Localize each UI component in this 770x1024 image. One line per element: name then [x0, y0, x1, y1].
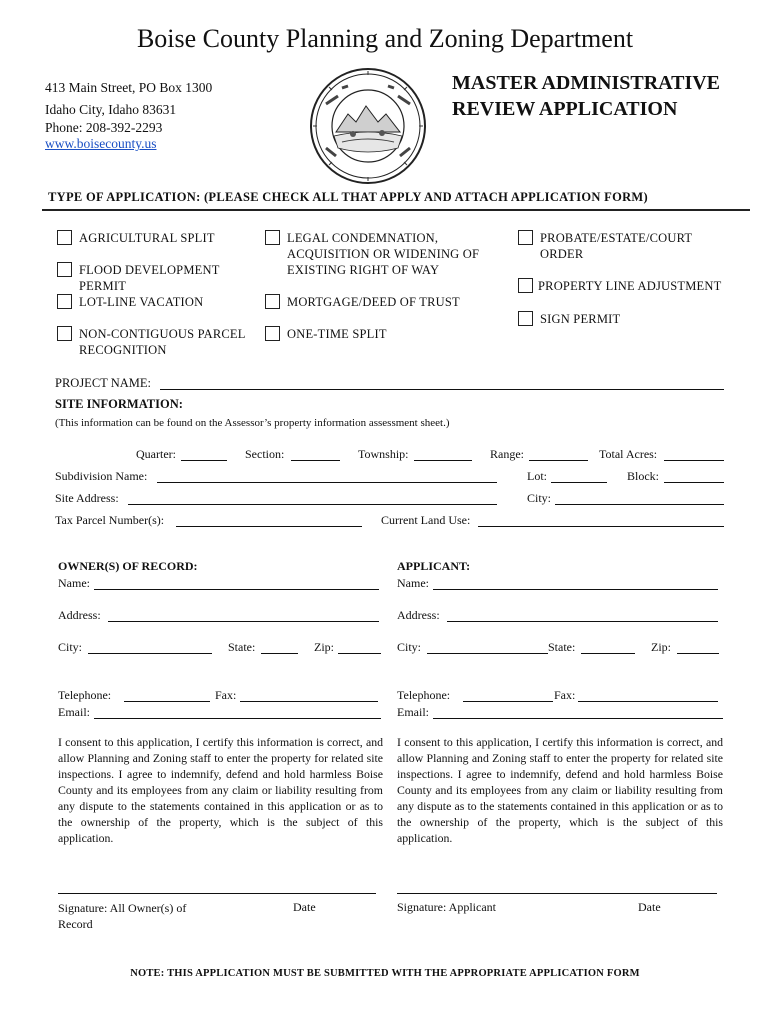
owner-address-label: Address:	[58, 608, 101, 622]
site-city-label: City:	[527, 491, 552, 505]
applicant-telephone-field[interactable]	[463, 688, 553, 702]
applicant-name-label: Name:	[397, 576, 429, 590]
website-link[interactable]: www.boisecounty.us	[45, 136, 157, 151]
applicant-city-field[interactable]	[427, 640, 548, 654]
range-field[interactable]	[529, 447, 588, 461]
block-field[interactable]	[664, 469, 724, 483]
applicant-email-field[interactable]	[433, 705, 723, 719]
owner-fax-label: Fax:	[215, 688, 237, 702]
applicant-name-field[interactable]	[433, 576, 718, 590]
owner-state-label: State:	[228, 640, 256, 654]
section-label: Section:	[245, 447, 285, 461]
lot-field[interactable]	[551, 469, 607, 483]
applicant-state-label: State:	[548, 640, 576, 654]
site-address-label: Site Address:	[55, 491, 119, 505]
legal-condemnation-checkbox[interactable]	[265, 230, 280, 245]
county-seal-icon	[308, 66, 428, 186]
applicant-city-label: City:	[397, 640, 422, 654]
block-label: Block:	[627, 469, 659, 483]
section-field[interactable]	[291, 447, 340, 461]
site-city-field[interactable]	[555, 491, 724, 505]
owner-email-field[interactable]	[94, 705, 381, 719]
owner-signature-label: Signature: All Owner(s) of Record	[58, 901, 187, 931]
applicant-signature-line[interactable]	[397, 880, 717, 894]
owner-state-field[interactable]	[261, 640, 298, 654]
form-title-line-2: REVIEW APPLICATION	[452, 98, 678, 120]
probate-checkbox[interactable]	[518, 230, 533, 245]
site-information-note: (This information can be found on the Assessor’s property information assessment sheet.)	[55, 417, 450, 429]
project-name-label: PROJECT NAME:	[55, 376, 151, 390]
lot-line-vacation-label: LOT-LINE VACATION	[79, 295, 204, 309]
owner-city-label: City:	[58, 640, 83, 654]
township-field[interactable]	[414, 447, 472, 461]
owner-consent-text: I consent to this application, I certify this information is correct, and allow Planning and Zoning staff to enter the property for related site inspections. I agree to indemnify, defend and hold harmless Boise County and its employees from any claim or liability resulting from any dispute to the statements contained in this application or as to the ownership of the property, which is the subject of this application.	[58, 735, 383, 845]
applicant-telephone-label: Telephone:	[397, 688, 451, 702]
township-label: Township:	[358, 447, 409, 461]
owner-fax-field[interactable]	[240, 688, 378, 702]
sign-permit-checkbox[interactable]	[518, 311, 533, 326]
lot-line-vacation-checkbox[interactable]	[57, 294, 72, 309]
current-land-use-label: Current Land Use:	[381, 513, 471, 527]
form-title-line-1: MASTER ADMINISTRATIVE	[452, 72, 721, 94]
agricultural-split-label: AGRICULTURAL SPLIT	[79, 231, 215, 245]
applicant-zip-field[interactable]	[677, 640, 719, 654]
lot-label: Lot:	[527, 469, 547, 483]
applicant-heading: APPLICANT:	[397, 559, 471, 573]
current-land-use-field[interactable]	[478, 513, 724, 527]
sign-permit-label: SIGN PERMIT	[540, 312, 621, 326]
mortgage-deed-checkbox[interactable]	[265, 294, 280, 309]
tax-parcel-field[interactable]	[176, 513, 362, 527]
total-acres-label: Total Acres:	[599, 447, 658, 461]
owner-name-label: Name:	[58, 576, 90, 590]
mortgage-deed-label: MORTGAGE/DEED OF TRUST	[287, 295, 460, 309]
one-time-split-checkbox[interactable]	[265, 326, 280, 341]
non-contiguous-parcel-label: NON-CONTIGUOUS PARCEL RECOGNITION	[79, 327, 246, 357]
owner-zip-label: Zip:	[314, 640, 334, 654]
flood-development-label: FLOOD DEVELOPMENT PERMIT	[79, 263, 220, 293]
applicant-fax-label: Fax:	[554, 688, 576, 702]
owner-signature-line[interactable]	[58, 880, 376, 894]
owner-telephone-label: Telephone:	[58, 688, 112, 702]
owner-date-label: Date	[293, 900, 316, 914]
submission-note: NOTE: THIS APPLICATION MUST BE SUBMITTED WITH THE APPROPRIATE APPLICATION FORM	[130, 968, 640, 979]
phone-number: Phone: 208-392-2293	[45, 120, 163, 135]
owner-zip-field[interactable]	[338, 640, 381, 654]
owner-telephone-field[interactable]	[124, 688, 210, 702]
flood-development-checkbox[interactable]	[57, 262, 72, 277]
legal-condemnation-label: LEGAL CONDEMNATION, ACQUISITION OR WIDENING OF EXISTING RIGHT OF WAY	[287, 231, 480, 277]
applicant-email-label: Email:	[397, 705, 429, 719]
quarter-field[interactable]	[181, 447, 227, 461]
applicant-zip-label: Zip:	[651, 640, 671, 654]
owner-city-field[interactable]	[88, 640, 212, 654]
applicant-signature-label: Signature: Applicant	[397, 900, 496, 914]
owner-address-field[interactable]	[108, 608, 379, 622]
one-time-split-label: ONE-TIME SPLIT	[287, 327, 387, 341]
application-type-heading: TYPE OF APPLICATION: (PLEASE CHECK ALL THAT APPLY AND ATTACH APPLICATION FORM)	[48, 190, 648, 204]
form-title	[452, 70, 720, 122]
site-address-field[interactable]	[128, 491, 497, 505]
department-title: Boise County Planning and Zoning Department	[136, 24, 634, 53]
agricultural-split-checkbox[interactable]	[57, 230, 72, 245]
tax-parcel-label: Tax Parcel Number(s):	[55, 513, 165, 527]
property-line-adjustment-checkbox[interactable]	[518, 278, 533, 293]
address-line-1: 413 Main Street, PO Box 1300	[45, 80, 213, 95]
section-divider	[42, 209, 750, 211]
applicant-state-field[interactable]	[581, 640, 635, 654]
site-information-heading: SITE INFORMATION:	[55, 397, 183, 411]
probate-label: PROBATE/ESTATE/COURT ORDER	[540, 231, 693, 261]
subdivision-field[interactable]	[157, 469, 497, 483]
owner-email-label: Email:	[58, 705, 90, 719]
total-acres-field[interactable]	[664, 447, 724, 461]
subdivision-label: Subdivision Name:	[55, 469, 148, 483]
applicant-consent-text: I consent to this application, I certify this information is correct, and allow Planning and Zoning staff to enter the property for related site inspections. I agree to indemnify, defend and hold harmless Boise County and its employees from any claim or liability resulting from any dispute as to the statements contained in this application or as to the ownership of the property, which is the subject of this application.	[397, 735, 723, 845]
applicant-address-label: Address:	[397, 608, 440, 622]
applicant-date-label: Date	[638, 900, 661, 914]
project-name-field[interactable]	[160, 376, 724, 390]
range-label: Range:	[490, 447, 524, 461]
owner-heading: OWNER(S) OF RECORD:	[58, 559, 198, 573]
applicant-address-field[interactable]	[447, 608, 718, 622]
applicant-fax-field[interactable]	[578, 688, 718, 702]
quarter-label: Quarter:	[136, 447, 176, 461]
owner-name-field[interactable]	[94, 576, 379, 590]
address-line-2: Idaho City, Idaho 83631	[45, 102, 177, 117]
non-contiguous-parcel-checkbox[interactable]	[57, 326, 72, 341]
property-line-adjustment-label: PROPERTY LINE ADJUSTMENT	[538, 279, 722, 293]
